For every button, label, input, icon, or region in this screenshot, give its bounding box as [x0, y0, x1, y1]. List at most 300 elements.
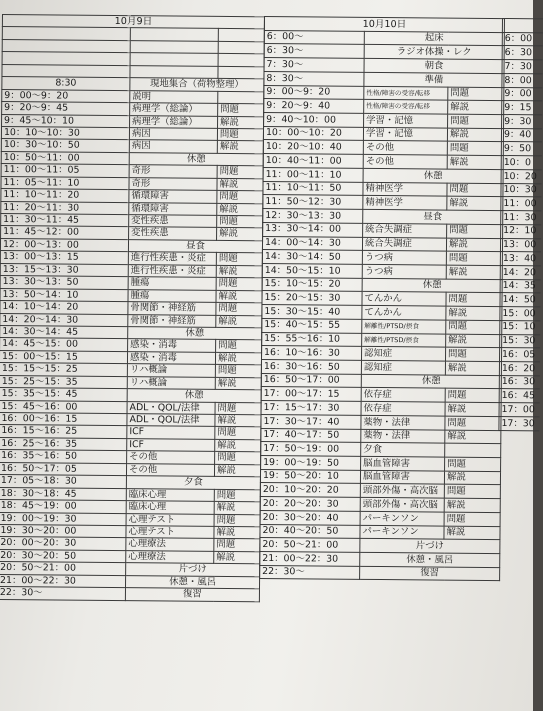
time-cell: 8：00 — [502, 73, 542, 87]
time-cell: 12：00〜13：00 — [0, 238, 128, 252]
subject-cell: リハ概論 — [127, 364, 215, 377]
subject-cell: 統合失調症 — [363, 223, 447, 237]
time-cell: 22：30〜 — [260, 565, 360, 580]
time-cell: 14：50〜15：10 — [262, 263, 362, 278]
type-cell — [218, 54, 264, 67]
time-cell: 6：00 — [502, 32, 542, 46]
type-cell: 解説 — [444, 526, 500, 540]
type-cell: 解説 — [215, 352, 261, 365]
time-cell: 7：30〜 — [264, 58, 364, 73]
subject-cell: 進行性疾患・炎症 — [128, 264, 216, 277]
subject-cell: 依存症 — [361, 388, 445, 402]
type-cell: 問題 — [214, 539, 260, 552]
event-cell: 休憩 — [362, 278, 502, 293]
time-cell: 15：45〜16：00 — [0, 400, 127, 414]
type-cell: 問題 — [447, 224, 503, 238]
type-cell: 解説 — [214, 526, 260, 539]
time-cell: 10：0 — [501, 156, 541, 170]
type-cell: 問題 — [214, 489, 260, 502]
time-cell: 9：00〜9：20 — [2, 89, 130, 103]
time-cell: 19：00〜19：50 — [261, 455, 361, 470]
time-cell: 10：10〜10：30 — [1, 126, 129, 140]
time-cell: 11：20〜11：30 — [1, 201, 129, 215]
time-cell: 16：30〜16：50 — [261, 359, 361, 374]
subject-cell: 脳血管障害 — [361, 456, 445, 470]
subject-cell: てんかん — [362, 292, 446, 306]
subject-cell: 変性疾患 — [129, 227, 217, 240]
time-cell: 20：50〜21：00 — [0, 562, 126, 576]
subject-cell: 感染・消毒 — [127, 351, 215, 364]
day1-table — [0, 14, 265, 602]
time-cell: 14：20 — [500, 265, 540, 279]
type-cell: 解説 — [216, 290, 262, 303]
time-cell: 17：30〜17：40 — [261, 414, 361, 429]
time-cell: 15：30 — [500, 334, 540, 348]
type-cell: 問題 — [447, 183, 503, 197]
time-cell: 6：30 — [502, 46, 542, 60]
day3-table-partial — [498, 18, 542, 431]
time-cell: 11：00 — [501, 197, 541, 211]
type-cell — [218, 29, 264, 42]
schedule-row — [0, 587, 260, 602]
subject-cell: 骨関節・神経筋 — [128, 302, 216, 315]
time-cell: 14：20〜14：30 — [0, 313, 128, 327]
event-cell: 復習 — [360, 566, 500, 581]
time-cell: 16：50〜17：05 — [0, 462, 127, 476]
type-cell: 問題 — [446, 251, 502, 265]
subject-cell: 臨床心理 — [126, 501, 214, 514]
type-cell: 問題 — [218, 103, 264, 116]
time-cell: 14：35 — [500, 279, 540, 293]
event-cell: 昼食 — [363, 209, 503, 224]
subject-cell: 病理学（総論） — [130, 103, 218, 116]
event-cell: 現地集合（荷物整理） — [130, 78, 264, 92]
subject-cell: その他 — [363, 141, 447, 155]
time-cell: 11：00〜11：05 — [1, 164, 129, 178]
time-cell — [2, 52, 130, 66]
event-cell: 準備 — [364, 72, 504, 87]
time-cell: 9：40 — [501, 128, 541, 142]
subject-cell: 依存症 — [361, 401, 445, 415]
type-cell: 解説 — [446, 306, 502, 320]
subject-cell: その他 — [363, 155, 447, 169]
date-header: 10月9日 — [2, 15, 264, 30]
time-cell: 9：45〜10：10 — [2, 114, 130, 128]
time-cell: 11：10〜11：20 — [1, 189, 129, 203]
time-cell: 9：20〜9：40 — [264, 99, 364, 114]
time-cell: 15：00 — [500, 307, 540, 321]
time-cell: 18：30〜18：45 — [0, 487, 126, 501]
event-cell: 復習 — [125, 588, 259, 602]
time-cell: 13：40 — [500, 252, 540, 266]
time-cell: 15：10 — [500, 320, 540, 334]
type-cell: 問題 — [445, 347, 501, 361]
time-cell: 17：40〜17：50 — [261, 428, 361, 443]
time-cell: 20：10〜20：20 — [260, 483, 360, 498]
type-cell: 解説 — [445, 402, 501, 416]
subject-cell: ADL・QOL/法律 — [127, 401, 215, 414]
time-cell: 17：00 — [499, 403, 539, 417]
type-cell: 解説 — [446, 265, 502, 279]
time-cell — [2, 64, 130, 78]
time-cell: 12：30〜13：30 — [263, 209, 363, 224]
time-cell: 13：30〜13：50 — [0, 276, 128, 290]
subject-cell: 病理学（総論） — [130, 115, 218, 128]
subject-cell: 奇形 — [129, 165, 217, 178]
type-cell: 問題 — [216, 278, 262, 291]
type-cell: 問題 — [444, 512, 500, 526]
time-cell: 10：30〜10：50 — [1, 139, 129, 153]
schedule-row — [502, 73, 542, 87]
time-cell: 11：30 — [501, 211, 541, 225]
schedule-row — [500, 265, 540, 279]
type-cell — [218, 66, 264, 79]
type-cell: 解説 — [217, 228, 263, 241]
time-cell: 9：30 — [502, 115, 542, 129]
schedule-row — [500, 307, 540, 321]
time-cell: 12：10 — [501, 224, 541, 238]
time-cell: 16：35〜16：50 — [0, 450, 127, 464]
type-cell: 問題 — [444, 485, 500, 499]
subject-cell: 頭部外傷・高次脳 — [360, 484, 444, 498]
time-cell: 10：00〜10：20 — [263, 126, 363, 141]
type-cell: 問題 — [216, 340, 262, 353]
time-cell: 7：30 — [502, 60, 542, 74]
type-cell: 問題 — [448, 87, 504, 101]
schedule-row — [500, 334, 540, 348]
type-cell: 解説 — [444, 471, 500, 485]
subject-cell: 臨床心理 — [126, 488, 214, 501]
subject-cell: 循環障害 — [129, 190, 217, 203]
type-cell: 解説 — [447, 196, 503, 210]
time-cell: 14：50 — [500, 293, 540, 307]
type-cell: 問題 — [215, 427, 261, 440]
subject-cell: 認知症 — [361, 360, 445, 374]
type-cell: 解説 — [215, 439, 261, 452]
subject-cell: 心理療法 — [126, 538, 214, 551]
subject-cell: 変性疾患 — [129, 215, 217, 228]
header-row — [502, 19, 542, 33]
schedule-row — [499, 389, 539, 403]
subject-cell — [130, 40, 218, 53]
time-cell: 15：20〜15：30 — [262, 291, 362, 306]
time-cell: 9：00 — [502, 87, 542, 101]
type-cell: 問題 — [217, 215, 263, 228]
type-cell: 解説 — [215, 377, 261, 390]
subject-cell: 心理テスト — [126, 513, 214, 526]
type-cell: 解説 — [445, 361, 501, 375]
event-cell: 片づけ — [360, 539, 500, 554]
type-cell: 問題 — [214, 514, 260, 527]
time-cell: 16：10〜16：30 — [262, 346, 362, 361]
type-cell — [218, 91, 264, 104]
event-cell: 休憩・風呂 — [125, 575, 259, 589]
time-cell: 11：50〜12：30 — [263, 195, 363, 210]
time-cell: 18：45〜19：00 — [0, 500, 126, 514]
time-cell: 20：50〜21：00 — [260, 538, 360, 553]
subject-cell: 性格/障害の受容/転移 — [364, 86, 448, 100]
time-cell: 9：50 — [501, 142, 541, 156]
subject-cell: 薬物・法律 — [361, 429, 445, 443]
subject-cell: 骨関節・神経筋 — [128, 314, 216, 327]
type-cell: 解説 — [218, 116, 264, 129]
time-cell: 19：50〜20：10 — [260, 469, 360, 484]
time-cell: 15：15〜15：25 — [0, 363, 127, 377]
schedule-row — [501, 128, 541, 142]
time-cell: 20：30〜20：40 — [260, 510, 360, 525]
type-cell: 解説 — [448, 100, 504, 114]
subject-cell: リハ概論 — [127, 376, 215, 389]
time-cell: 9：00〜9：20 — [264, 85, 364, 100]
type-cell: 問題 — [445, 389, 501, 403]
event-cell: 休憩・風呂 — [360, 552, 500, 567]
time-cell: 16：45 — [499, 389, 539, 403]
time-cell: 8:30 — [2, 77, 130, 91]
type-cell: 解説 — [214, 501, 260, 514]
type-cell: 問題 — [447, 142, 503, 156]
subject-cell: てんかん — [362, 305, 446, 319]
time-cell: 16：25〜16：35 — [0, 437, 127, 451]
subject-cell: ICF — [127, 438, 215, 451]
event-cell: ラジオ体操・レク — [364, 45, 504, 60]
time-cell — [2, 39, 130, 53]
type-cell: 解説 — [446, 238, 502, 252]
time-cell: 17：00〜17：15 — [261, 387, 361, 402]
time-cell: 15：40〜15：55 — [262, 318, 362, 333]
time-cell: 15：00〜15：15 — [0, 350, 128, 364]
subject-cell: 奇形 — [129, 177, 217, 190]
type-cell — [445, 443, 501, 457]
event-cell: 夕食 — [126, 476, 260, 490]
schedule-row — [500, 320, 540, 334]
time-cell — [2, 27, 130, 41]
time-cell: 16：15〜16：25 — [0, 425, 127, 439]
schedule-row — [501, 224, 541, 238]
type-cell: 問題 — [217, 166, 263, 179]
time-cell: 15：35〜15：45 — [0, 388, 127, 402]
time-cell: 20：30〜20：50 — [0, 549, 126, 563]
event-cell: 朝食 — [364, 59, 504, 74]
schedule-row — [502, 115, 542, 129]
time-cell: 20：20〜20：30 — [260, 497, 360, 512]
event-cell: 休憩 — [127, 389, 261, 403]
time-cell: 8：30〜 — [264, 71, 364, 86]
type-cell — [218, 41, 264, 54]
subject-cell: 夕食 — [361, 443, 445, 457]
schedule-row — [501, 197, 541, 211]
time-cell: 10：20〜10：40 — [263, 140, 363, 155]
type-cell: 解説 — [214, 464, 260, 477]
subject-cell: 精神医学 — [363, 196, 447, 210]
time-cell: 15：30〜15：40 — [262, 305, 362, 320]
time-cell: 10：30 — [501, 183, 541, 197]
time-cell: 17：15〜17：30 — [261, 401, 361, 416]
time-cell: 15：55〜16：10 — [262, 332, 362, 347]
event-cell: 休憩 — [128, 327, 262, 341]
time-cell: 21：00〜22：30 — [260, 552, 360, 567]
event-cell: 起床 — [364, 31, 504, 46]
time-cell: 11：45〜12：00 — [1, 226, 129, 240]
subject-cell: 心理療法 — [126, 550, 214, 563]
schedule-row — [260, 565, 500, 581]
type-cell: 問題 — [446, 292, 502, 306]
event-cell: 休憩 — [361, 374, 501, 389]
time-cell: 19：30〜20：00 — [0, 524, 126, 538]
schedule-row — [499, 375, 539, 389]
schedule-row — [499, 361, 539, 375]
type-cell: 解説 — [217, 141, 263, 154]
type-cell: 問題 — [215, 452, 261, 465]
subject-cell: 脳血管障害 — [360, 470, 444, 484]
time-cell: 16：00〜16：15 — [0, 412, 127, 426]
type-cell: 問題 — [216, 253, 262, 266]
time-cell: 9：20〜9：45 — [2, 102, 130, 116]
time-cell: 20：00〜20：30 — [0, 537, 126, 551]
type-cell: 問題 — [215, 402, 261, 415]
schedule-row — [500, 293, 540, 307]
time-cell: 15：10〜15：20 — [262, 277, 362, 292]
type-cell: 問題 — [216, 302, 262, 315]
subject-cell: 統合失調症 — [362, 237, 446, 251]
subject-cell: うつ病 — [362, 264, 446, 278]
subject-cell: 認知症 — [361, 347, 445, 361]
time-cell: 11：30〜11：45 — [1, 213, 129, 227]
subject-cell: 説明 — [130, 90, 218, 103]
type-cell: 解説 — [217, 178, 263, 191]
time-cell: 10：50〜11：00 — [1, 151, 129, 165]
time-cell: 10：20 — [501, 169, 541, 183]
schedule-row — [502, 32, 542, 46]
subject-cell: 解離性/PTSD/摂食 — [362, 319, 446, 333]
event-cell: 休憩 — [363, 168, 503, 183]
time-cell: 13：50〜14：10 — [0, 288, 128, 302]
type-cell: 問題 — [215, 365, 261, 378]
time-cell: 14：30〜14：45 — [0, 325, 128, 339]
time-cell: 16：50〜17：00 — [261, 373, 361, 388]
subject-cell: 進行性疾患・炎症 — [128, 252, 216, 265]
time-cell: 6：30〜 — [264, 44, 364, 59]
time-cell: 17：30 — [499, 416, 539, 430]
subject-cell: ADL・QOL/法律 — [127, 414, 215, 427]
schedule-row — [500, 348, 540, 362]
type-cell: 問題 — [217, 128, 263, 141]
subject-cell: 病因 — [129, 128, 217, 141]
subject-cell: 解離性/PTSD/摂食 — [362, 333, 446, 347]
type-cell: 問題 — [448, 114, 504, 128]
date-header: 10月10日 — [264, 17, 504, 33]
subject-cell: うつ病 — [362, 251, 446, 265]
time-cell: 10：40〜11：00 — [263, 154, 363, 169]
type-cell: 解説 — [447, 128, 503, 142]
subject-cell: 学習・記憶 — [364, 113, 448, 127]
event-cell: 昼食 — [128, 239, 262, 253]
type-cell: 解説 — [444, 498, 500, 512]
type-cell: 解説 — [217, 203, 263, 216]
subject-cell: その他 — [127, 451, 215, 464]
time-cell: 14：00〜14：30 — [262, 236, 362, 251]
type-cell: 問題 — [217, 191, 263, 204]
schedule-row — [499, 403, 539, 417]
type-cell: 解説 — [216, 315, 262, 328]
type-cell: 問題 — [445, 457, 501, 471]
time-cell: 15：25〜15：35 — [0, 375, 127, 389]
time-cell: 9：40〜10：00 — [264, 113, 364, 128]
day2-table — [259, 16, 505, 582]
type-cell: 解説 — [215, 414, 261, 427]
subject-cell: 学習・記憶 — [363, 127, 447, 141]
type-cell: 問題 — [446, 320, 502, 334]
time-cell: 21：00〜22：30 — [0, 574, 126, 588]
schedule-row — [502, 46, 542, 60]
schedule-row — [501, 183, 541, 197]
time-cell: 16：20 — [499, 361, 539, 375]
time-cell: 6：00〜 — [264, 30, 364, 45]
time-cell: 16：05 — [500, 348, 540, 362]
subject-cell: 性格/障害の受容/転移 — [364, 100, 448, 114]
schedule-row — [501, 142, 541, 156]
schedule-row — [501, 169, 541, 183]
type-cell: 解説 — [214, 551, 260, 564]
type-cell: 問題 — [445, 416, 501, 430]
schedule-row — [502, 60, 542, 74]
time-cell: 14：10〜14：20 — [0, 301, 128, 315]
subject-cell: 病因 — [129, 140, 217, 153]
schedule-row — [500, 252, 540, 266]
subject-cell — [130, 28, 218, 41]
time-cell: 13：15〜13：30 — [0, 263, 128, 277]
subject-cell: 循環障害 — [129, 202, 217, 215]
type-cell: 解説 — [216, 265, 262, 278]
subject-cell — [130, 53, 218, 66]
subject-cell: 頭部外傷・高次脳 — [360, 498, 444, 512]
time-cell: 11：00〜11：10 — [263, 167, 363, 182]
type-cell: 解説 — [446, 334, 502, 348]
date-header — [502, 19, 542, 33]
time-cell: 11：10〜11：50 — [263, 181, 363, 196]
time-cell: 20：40〜20：50 — [260, 524, 360, 539]
time-cell: 9：15 — [502, 101, 542, 115]
subject-cell — [130, 65, 218, 78]
schedule-row — [501, 211, 541, 225]
time-cell: 13：30〜14：00 — [263, 222, 363, 237]
time-cell: 22：30〜 — [0, 587, 125, 601]
subject-cell: 薬物・法律 — [361, 415, 445, 429]
event-cell: 片づけ — [126, 563, 260, 577]
subject-cell: 感染・消毒 — [128, 339, 216, 352]
time-cell: 17：50〜19：00 — [261, 442, 361, 457]
subject-cell: その他 — [126, 463, 214, 476]
schedule-row — [500, 279, 540, 293]
time-cell: 14：45〜15：00 — [0, 338, 128, 352]
time-cell: 14：30〜14：50 — [262, 250, 362, 265]
subject-cell: 心理テスト — [126, 526, 214, 539]
subject-cell: 腫瘍 — [128, 277, 216, 290]
time-cell: 17：05〜18：30 — [0, 475, 126, 489]
subject-cell: パーキンソン — [360, 511, 444, 525]
time-cell: 19：00〜19：30 — [0, 512, 126, 526]
schedule-row — [502, 101, 542, 115]
time-cell: 11：05〜11：10 — [1, 176, 129, 190]
subject-cell: 腫瘍 — [128, 289, 216, 302]
subject-cell: 精神医学 — [363, 182, 447, 196]
type-cell: 解説 — [445, 430, 501, 444]
time-cell: 13：00 — [500, 238, 540, 252]
time-cell: 16：30 — [499, 375, 539, 389]
event-cell: 休憩 — [129, 152, 263, 166]
schedule-row — [500, 238, 540, 252]
time-cell: 13：00〜13：15 — [0, 251, 128, 265]
subject-cell: パーキンソン — [360, 525, 444, 539]
